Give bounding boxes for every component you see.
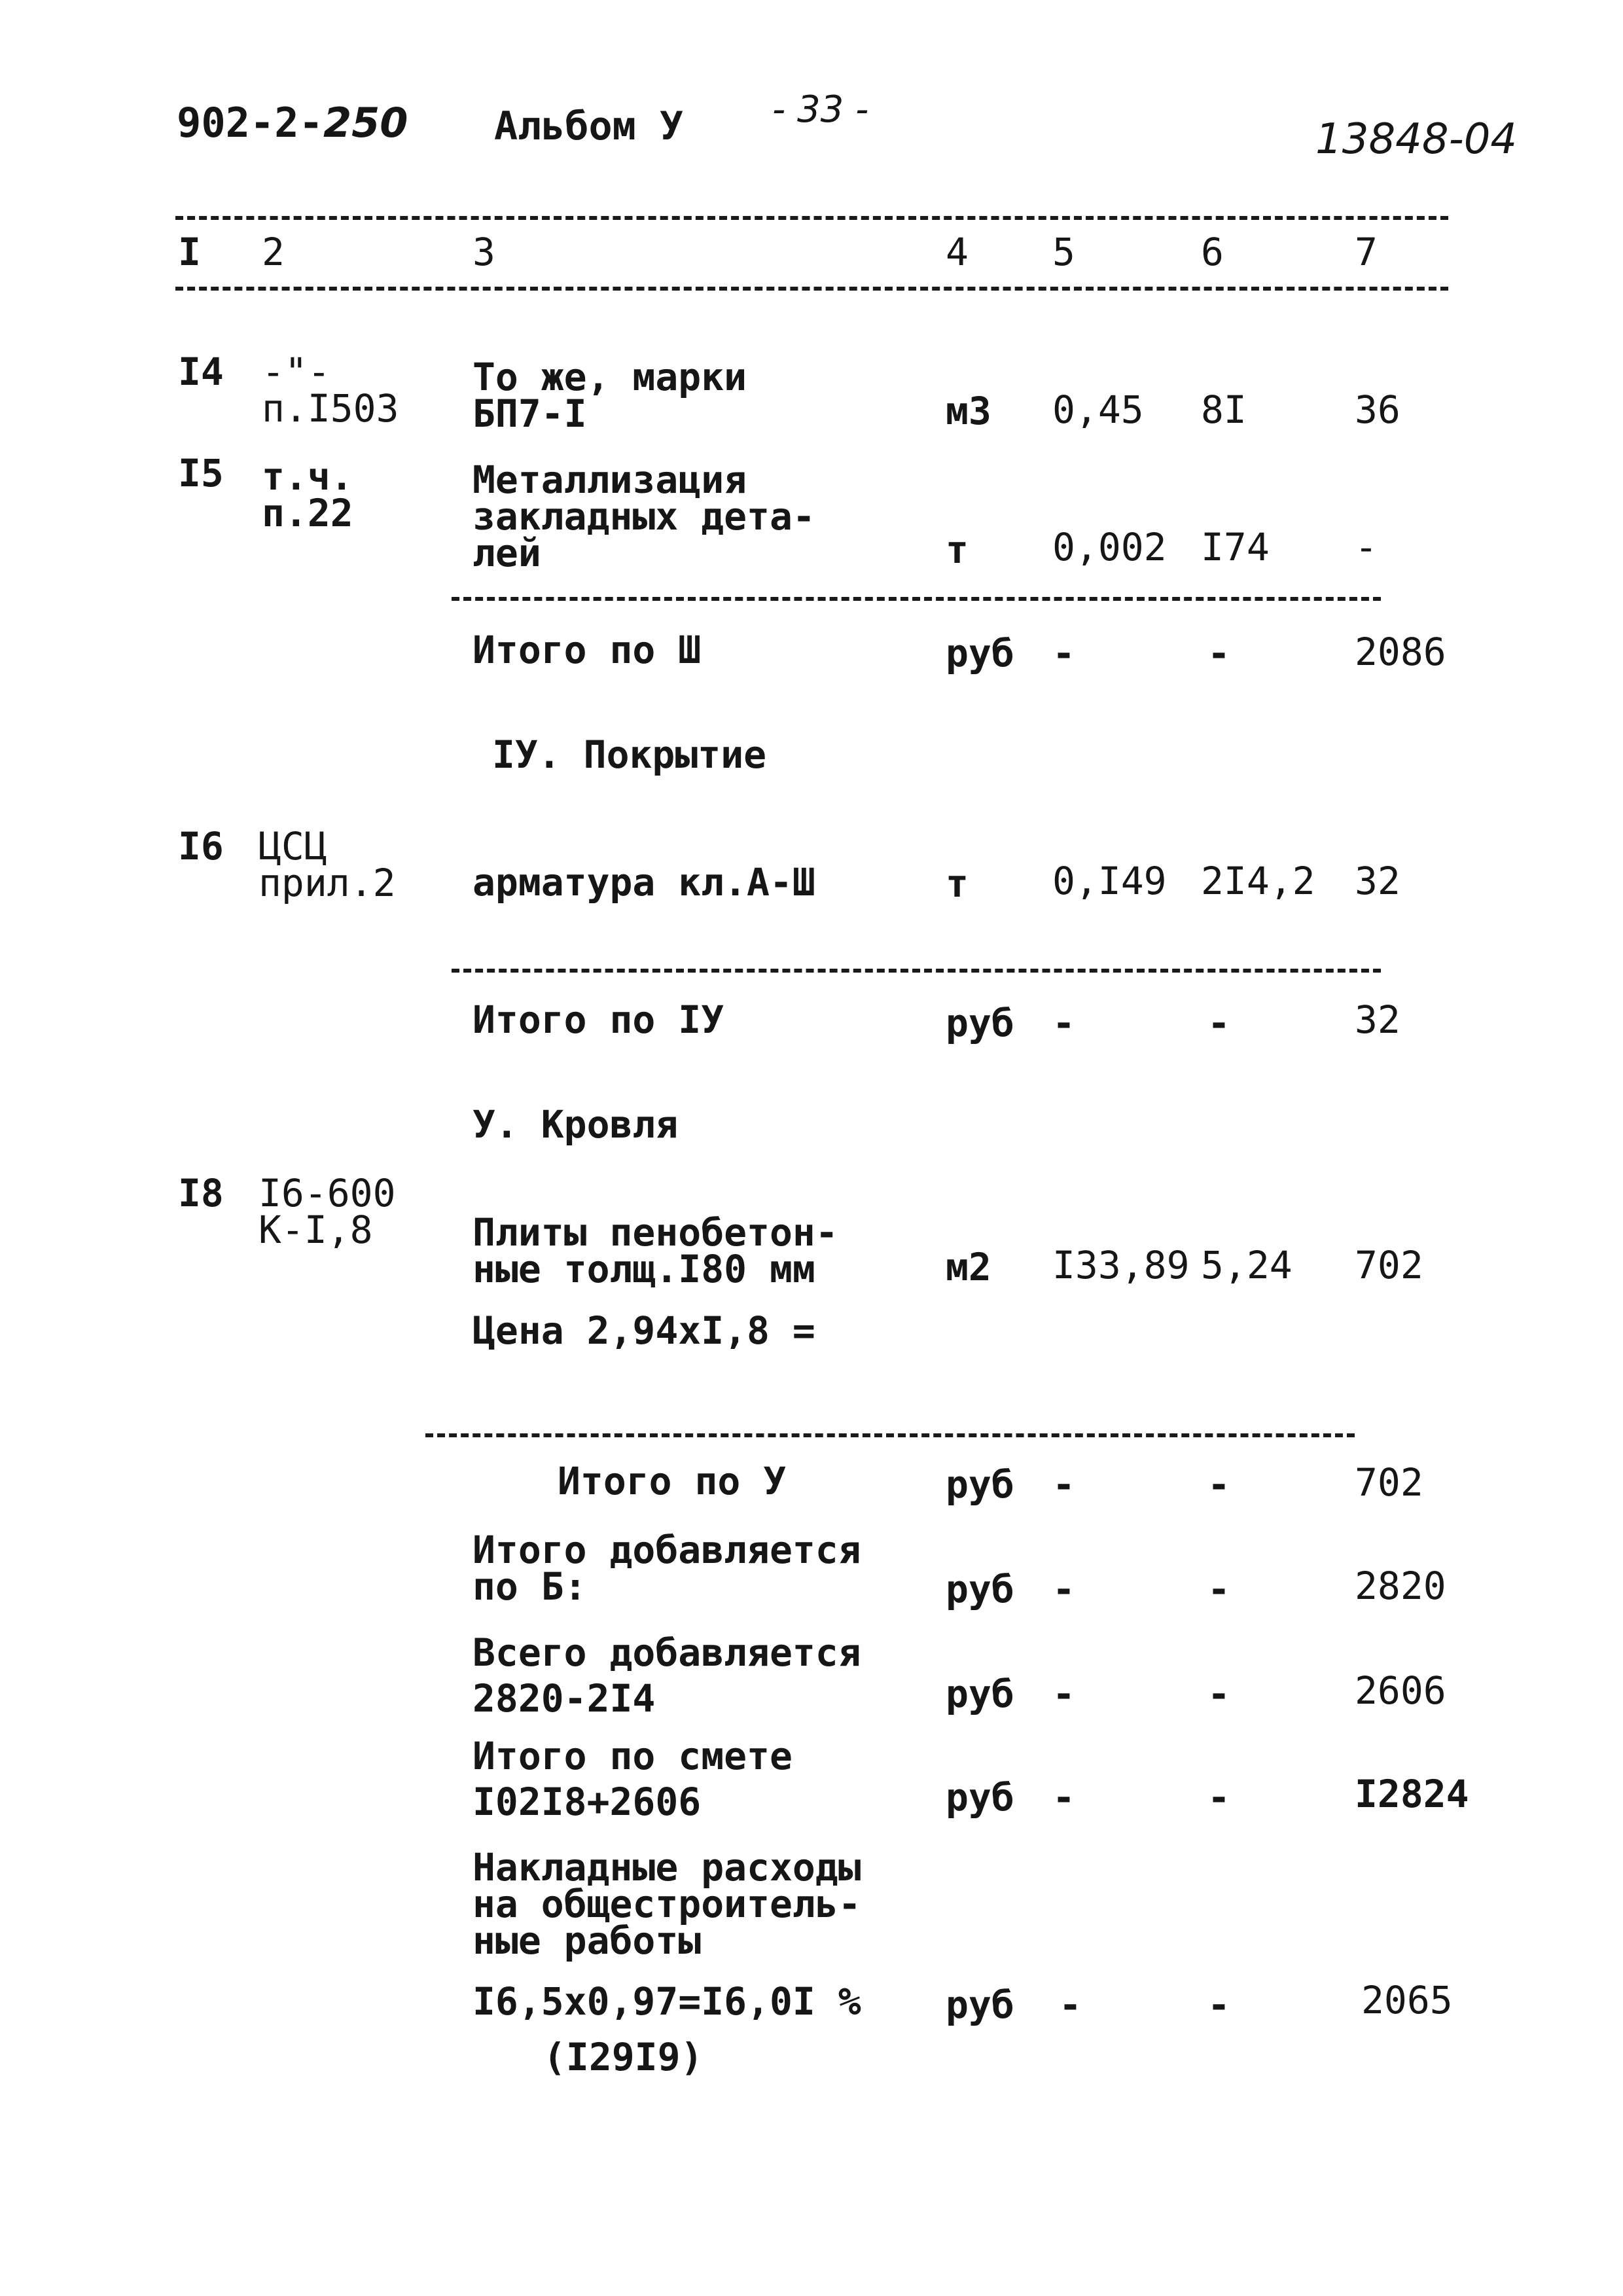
row-total: 32	[1355, 859, 1400, 903]
row-reference: I6-600 К-I,8	[259, 1171, 396, 1252]
row-unit: м2	[946, 1245, 991, 1289]
summary-label: Всего добавляется 2820-2I4	[473, 1630, 861, 1721]
column-header-1: I	[178, 230, 201, 274]
subtotal-price: -	[1207, 1001, 1230, 1045]
row-reference: -"- п.I503	[262, 350, 399, 431]
summary-qty: -	[1052, 1672, 1075, 1716]
summary-unit: руб	[946, 1567, 1014, 1611]
summary-label: Итого добавляется по Б:	[473, 1528, 861, 1609]
column-header-2: 2	[262, 230, 285, 274]
subtotal-unit: руб	[946, 1462, 1014, 1507]
row-quantity: 0,I49	[1052, 859, 1167, 903]
album-label: Альбом У	[494, 103, 683, 149]
subtotal-qty: -	[1052, 1001, 1075, 1045]
summary-price: -	[1207, 1672, 1230, 1716]
column-header-3: 3	[473, 230, 495, 274]
project-code	[177, 99, 408, 147]
subtotal-label: Итого по IУ	[473, 997, 724, 1042]
subtotal-unit: руб	[946, 631, 1014, 675]
subtotal-total: 702	[1355, 1460, 1423, 1505]
subtotal-price: -	[1207, 1462, 1230, 1507]
subtotal-qty: -	[1052, 1462, 1075, 1507]
row-unit: м3	[946, 389, 991, 433]
section-rule	[425, 1433, 1355, 1437]
summary-qty: -	[1052, 1775, 1075, 1820]
row-unit: т	[946, 528, 969, 572]
row-name: арматура кл.А-Ш	[473, 860, 815, 905]
summary-total: 2820	[1355, 1564, 1446, 1608]
section-rule	[452, 969, 1381, 973]
row-number: I4	[178, 350, 224, 394]
column-header-4: 4	[946, 230, 969, 274]
summary-qty: -	[1052, 1567, 1075, 1611]
overhead-formula: I6,5х0,97=I6,0I %	[473, 1979, 861, 2024]
overhead-unit: руб	[946, 1982, 1014, 2027]
row-unit: т	[946, 861, 969, 906]
subtotal-label: Итого по У	[558, 1459, 787, 1503]
price-note: Цена 2,94хI,8 =	[473, 1308, 815, 1353]
summary-unit: руб	[946, 1775, 1014, 1820]
header-bottom-rule	[175, 287, 1448, 291]
subtotal-price: -	[1207, 631, 1230, 675]
overhead-total: 2065	[1361, 1978, 1453, 2022]
project-code-text: 902-2-	[177, 99, 323, 147]
document-number: 13848-04	[1315, 115, 1518, 164]
column-header-5: 5	[1052, 230, 1075, 274]
overhead-note: (I29I9)	[543, 2035, 704, 2079]
row-total: -	[1355, 525, 1378, 569]
subtotal-qty: -	[1052, 631, 1075, 675]
row-number: I5	[178, 451, 224, 495]
row-name: Плиты пенобетон- ные толщ.I80 мм	[473, 1210, 838, 1291]
row-price: 5,24	[1201, 1243, 1293, 1287]
row-quantity: 0,45	[1052, 387, 1144, 432]
summary-label: Итого по смете I02I8+2606	[473, 1734, 793, 1824]
row-quantity: I33,89	[1052, 1243, 1190, 1287]
header-top-rule	[175, 216, 1448, 220]
row-quantity: 0,002	[1052, 525, 1167, 569]
column-header-7: 7	[1355, 230, 1378, 274]
row-price: 2I4,2	[1201, 859, 1315, 903]
section-heading: У. Кровля	[473, 1102, 679, 1147]
summary-price: -	[1207, 1775, 1230, 1820]
row-price: 8I	[1201, 387, 1247, 432]
section-rule	[452, 597, 1381, 601]
row-reference: т.ч. п.22	[262, 454, 353, 535]
row-total: 36	[1355, 387, 1400, 432]
row-total: 702	[1355, 1243, 1423, 1287]
row-reference: ЦСЦ прил.2	[259, 824, 396, 905]
subtotal-total: 2086	[1355, 630, 1446, 674]
row-number: I6	[178, 824, 224, 869]
overhead-price: -	[1207, 1982, 1230, 2027]
row-number: I8	[178, 1171, 224, 1215]
subtotal-total: 32	[1355, 997, 1400, 1042]
column-header-6: 6	[1201, 230, 1224, 274]
summary-unit: руб	[946, 1672, 1014, 1716]
row-name: Металлизация закладных дета- лей	[473, 457, 815, 575]
summary-price: -	[1207, 1567, 1230, 1611]
row-price: I74	[1201, 525, 1270, 569]
subtotal-label: Итого по Ш	[473, 628, 702, 672]
subtotal-unit: руб	[946, 1001, 1014, 1045]
overhead-qty: -	[1059, 1982, 1082, 2027]
row-name: То же, марки БП7-I	[473, 355, 747, 436]
section-heading: IУ. Покрытие	[492, 732, 767, 777]
overhead-label: Накладные расходы на общестроитель- ные работы	[473, 1845, 861, 1963]
summary-total: I2824	[1355, 1772, 1469, 1816]
project-code-handwritten: 250	[323, 99, 408, 147]
summary-total: 2606	[1355, 1668, 1446, 1713]
page-number: - 33 -	[772, 88, 869, 131]
